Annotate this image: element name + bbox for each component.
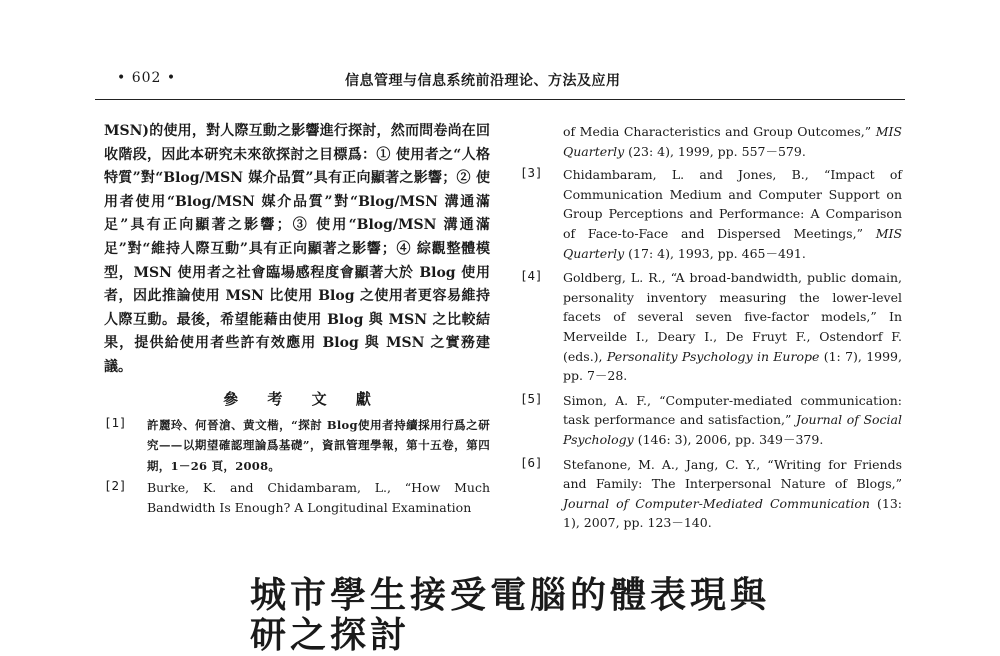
references-heading: 參 考 文 獻	[223, 389, 383, 408]
reference-item	[104, 478, 490, 518]
running-title: 信息管理与信息系统前沿理论、方法及应用	[345, 73, 621, 89]
reference-text: Chidambaram, L. and Jones, B., “Impact of Communication Medium and Computer Support on Group Perceptions and Performance: A Comparison of Face-to-Face and Dispersed Meetings,”	[563, 167, 902, 241]
reference-citation: (17: 4), 1993, pp. 465－491.	[628, 245, 806, 261]
running-header	[95, 70, 905, 94]
reference-citation: (13: 1), 2007, pp. 123－140.	[563, 495, 902, 531]
next-article-title-text: 城市學生接受電腦的體表現與研之探討	[250, 574, 771, 656]
journal-name: MIS Quarterly	[563, 225, 903, 261]
reference-text: Stefanone, M. A., Jang, C. Y., “Writing for Friends and Family: The Interpersonal Nature of Blogs,”	[563, 456, 902, 492]
reference-text: Burke, K. and Chidambaram, L., “How Much Bandwidth Is Enough? A Longitudinal Examination	[147, 480, 490, 516]
reference-number: [4]	[520, 268, 543, 284]
reference-continuation	[520, 122, 902, 161]
right-column	[520, 122, 902, 533]
journal-name: Journal of Social Psychology	[563, 412, 902, 447]
reference-item	[520, 455, 902, 533]
reference-item	[520, 165, 902, 263]
reference-citation: (1: 7), 1999, pp. 7－28.	[563, 348, 902, 384]
journal-name: Journal of Computer-Mediated Communication	[563, 495, 870, 511]
reference-citation: (146: 3), 2006, pp. 349－379.	[637, 431, 824, 447]
reference-text: Simon, A. F., “Computer-mediated communication: task performance and satisfaction,”	[563, 392, 902, 428]
header-rule	[95, 99, 905, 100]
journal-name: Personality Psychology in Europe	[606, 348, 820, 364]
reference-text: 許麗玲、何晉滄、黄文楷，“探討 Blog使用者持續採用行爲之研究——以期望確認理論爲基礎”，資訊管理學報，第十五卷，第四期，1－26 頁，2008。	[147, 417, 490, 473]
reference-number: [6]	[520, 454, 543, 470]
page-number: • 602 •	[117, 70, 177, 86]
reference-item	[520, 391, 902, 450]
journal-name: MIS Quarterly	[563, 124, 902, 159]
body-paragraph: MSN)的使用，對人際互動之影響進行探討，然而問卷尚在回收階段，因此本研究未來欲探討之目標爲：① 使用者之“人格特質”對“Blog/MSN 媒介品質”具有正向顯著之影響；② 使用者使用“Blog/MSN 媒介品質”對“Blog/MSN 溝通滿足”具有正向顯著之影響；③ 使用“Blog/MSN 溝通滿足”對“維持人際互動”具有正向顯著之影響；④ 綜觀整體模型，MSN 使用者之社會臨場感程度會顯著大於 Blog 使用者，因此推論使用 MSN 比使用 Blog 之使用者更容易維持人際互動。最後，希望能藉由使用 Blog 與 MSN 之比較結果，提供給使用者些許有效應用 Blog 與 MSN 之實務建議。	[104, 123, 490, 375]
reference-citation: (23: 4), 1999, pp. 557－579.	[628, 143, 806, 159]
reference-number: [1]	[104, 414, 127, 430]
reference-number: [3]	[520, 165, 543, 181]
reference-item	[520, 268, 902, 386]
reference-number: [5]	[520, 390, 543, 406]
reference-item	[104, 415, 490, 477]
reference-text: Goldberg, L. R., “A broad-bandwidth, public domain, personality inventory measuring the lower-level facets of several seven five-factor models,” In Merveilde I., Deary I., De Fruyt F., Ostendorf F. (eds.),	[563, 270, 902, 364]
next-article-title	[250, 574, 771, 656]
reference-text: of Media Characteristics and Group Outcomes,”	[563, 124, 872, 139]
reference-number: [2]	[104, 478, 127, 494]
left-column	[104, 120, 490, 518]
